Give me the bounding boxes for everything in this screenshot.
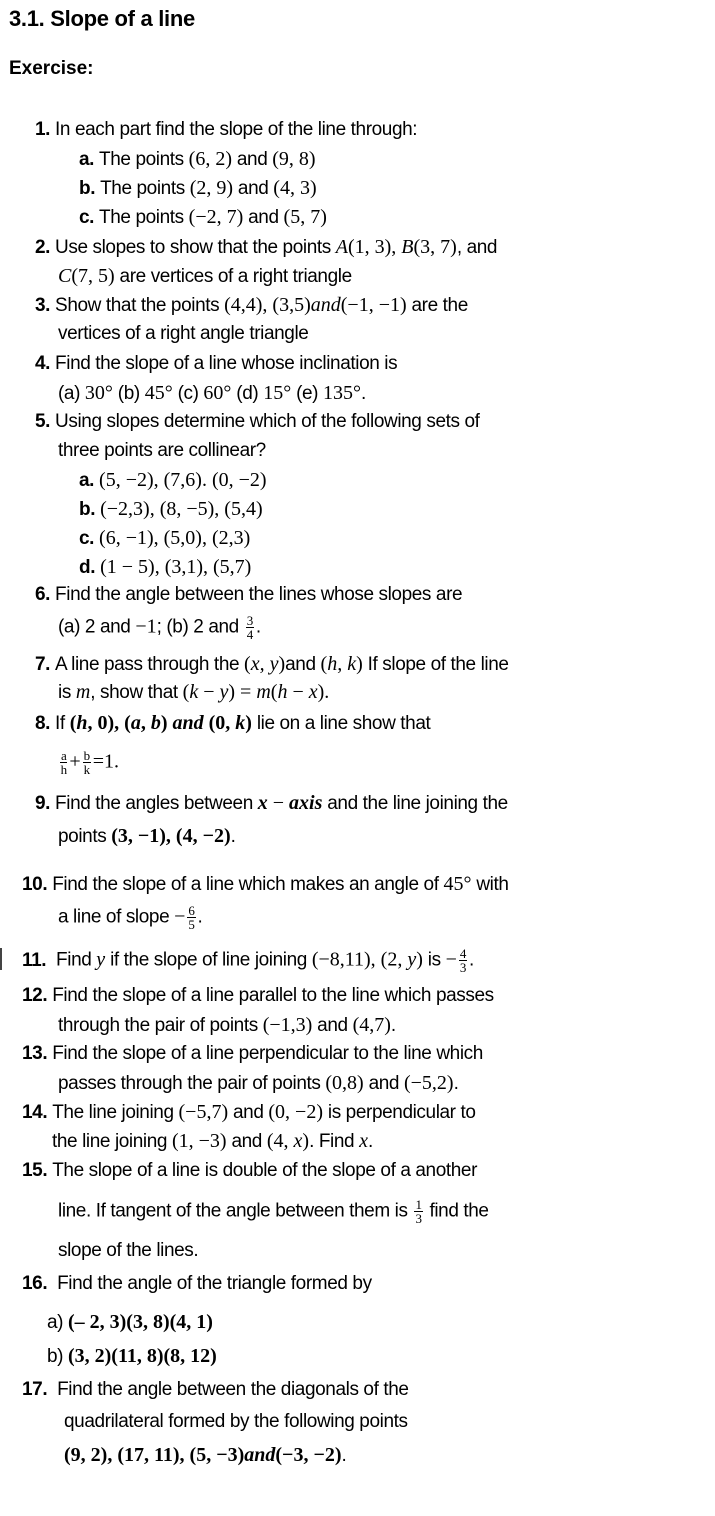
item-number: c. <box>79 528 95 549</box>
math-segment: a <box>130 712 141 734</box>
text-segment: (a) 2 and <box>58 616 136 638</box>
math-segment: − <box>287 681 309 703</box>
math-segment: ) = <box>228 681 257 703</box>
math-segment: (1 − 5), (3,1), (5,7) <box>100 556 252 578</box>
math-segment: k <box>235 712 246 734</box>
math-segment: 135° <box>322 382 361 404</box>
math-segment: 15° <box>263 382 292 404</box>
item-number: 4. <box>35 353 51 374</box>
math-segment: (4,7) <box>352 1014 391 1036</box>
margin-marker <box>0 948 2 970</box>
denominator: h <box>60 762 67 777</box>
denominator: 4 <box>246 627 253 642</box>
text-segment: . <box>469 949 474 971</box>
text-segment: . <box>453 1073 459 1094</box>
numerator: a <box>61 748 67 763</box>
text-segment: lie on a line show that <box>251 713 431 734</box>
item-number: 3. <box>35 295 51 316</box>
math-segment: x <box>359 1130 368 1152</box>
item-number: 7. <box>35 654 51 675</box>
math-segment: (1, 3), <box>347 236 402 258</box>
math-segment: and <box>310 294 341 316</box>
text-segment: If <box>55 713 70 734</box>
text-segment: Find <box>51 949 97 971</box>
denominator: 3 <box>459 960 466 975</box>
math-segment: h, k <box>327 653 357 675</box>
text-segment: A line pass through the <box>55 654 245 675</box>
math-segment: (9, 8) <box>272 148 316 170</box>
text-segment: and <box>228 1102 269 1123</box>
exercise-heading: Exercise: <box>9 58 94 79</box>
math-segment: (6, −1), (5,0), (2,3) <box>99 527 251 549</box>
math-segment: (3, 7) <box>413 236 457 258</box>
math-segment: (1, −3) <box>171 1130 227 1152</box>
item-number: 16. <box>22 1273 48 1294</box>
text-segment: Using slopes determine which of the following sets of <box>55 411 480 432</box>
math-segment: + <box>69 750 81 773</box>
denominator: 5 <box>188 917 195 932</box>
text-segment: passes through the pair of points <box>58 1073 326 1094</box>
math-segment: B <box>401 236 414 258</box>
math-segment: (−8,11), (2, <box>311 948 408 971</box>
text-segment: In each part find the slope of the line through: <box>55 119 418 140</box>
math-segment: (3, 2)(11, 8)(8, 12) <box>67 1345 217 1367</box>
math-segment: ( <box>244 653 251 675</box>
text-segment: The line joining <box>52 1102 179 1123</box>
text-segment: and <box>226 1131 267 1152</box>
text-segment: (a) <box>58 383 85 404</box>
math-segment: (−2,3), (8, −5), (5,4) <box>100 498 263 520</box>
math-segment: m <box>256 681 271 703</box>
text-segment: Find the slope of a line whose inclination is <box>55 353 398 374</box>
item-number: c. <box>79 207 95 228</box>
text-segment: if the slope of line joining <box>105 949 312 971</box>
math-segment: (−5,7) <box>178 1101 229 1123</box>
math-segment: y <box>219 681 229 703</box>
math-segment: (−1,3) <box>262 1014 313 1036</box>
fraction <box>187 904 195 931</box>
exercise-line <box>35 652 509 677</box>
exercise-line <box>58 680 329 705</box>
exercise-line <box>58 439 266 463</box>
math-segment: ). <box>317 681 330 703</box>
exercise-line <box>22 1378 409 1402</box>
math-segment: − <box>198 681 220 703</box>
text-segment: (e) <box>291 383 323 404</box>
text-segment: a line of slope <box>58 906 175 928</box>
text-segment: and <box>243 207 284 228</box>
text-segment: , and <box>456 237 498 258</box>
text-segment: slope of the lines. <box>58 1240 199 1261</box>
exercise-line <box>35 352 397 376</box>
item-number: a. <box>79 470 95 491</box>
exercise-line <box>58 322 308 346</box>
math-segment: ( <box>182 681 190 703</box>
math-segment: ) <box>302 1130 310 1152</box>
text-segment: Find the angle between the diagonals of the <box>52 1379 409 1400</box>
numerator: 3 <box>246 613 253 628</box>
exercise-line <box>35 410 480 434</box>
item-number: b. <box>79 178 96 199</box>
item-number: 15. <box>22 1160 48 1181</box>
math-segment: C <box>58 265 72 287</box>
item-number: a. <box>79 149 95 170</box>
text-segment: . <box>197 906 203 928</box>
item-number: d. <box>79 557 96 578</box>
exercise-line <box>35 235 497 260</box>
text-segment: . <box>230 826 236 847</box>
exercise-line <box>58 749 119 776</box>
page-title: 3.1. Slope of a line <box>9 6 195 31</box>
math-segment: A <box>335 236 348 258</box>
exercise-line <box>35 118 417 142</box>
text-segment: If slope of the line <box>362 654 509 675</box>
text-segment: and <box>233 178 274 199</box>
math-segment: x, y <box>250 653 279 675</box>
item-number: 8. <box>35 713 51 734</box>
exercise-line <box>58 614 261 641</box>
exercise-line <box>58 1239 198 1263</box>
math-segment: k <box>189 681 199 703</box>
math-segment: (4,4), (3,5) <box>224 294 311 316</box>
text-segment: vertices of a right angle triangle <box>58 323 309 344</box>
text-segment: The points <box>99 207 189 228</box>
math-segment: (7, 5) <box>71 265 115 287</box>
math-segment: 30° <box>84 382 113 404</box>
text-segment: Find the angle between the lines whose slopes are <box>55 584 463 605</box>
math-segment: (4, 3) <box>273 177 317 199</box>
math-segment: (0, <box>203 712 236 734</box>
math-segment: =1. <box>92 750 120 773</box>
item-number: 2. <box>35 237 51 258</box>
exercise-line <box>22 947 474 974</box>
item-number: 14. <box>22 1102 48 1123</box>
math-segment: (0,8) <box>325 1072 364 1094</box>
text-segment: (d) <box>231 383 264 404</box>
text-segment: . <box>367 1131 373 1152</box>
math-segment: ) <box>245 712 252 734</box>
text-segment: (b) <box>112 383 145 404</box>
text-segment: and the line joining the <box>322 793 508 814</box>
text-segment: through the pair of points <box>58 1015 263 1036</box>
item-number: 17. <box>22 1379 48 1400</box>
exercise-line <box>47 1344 217 1369</box>
exercise-line <box>58 264 352 289</box>
item-number: 12. <box>22 985 48 1006</box>
exercise-line <box>79 526 250 551</box>
math-segment: (−2, 7) <box>188 206 244 228</box>
math-segment: x <box>308 681 318 703</box>
text-segment: and <box>231 149 273 170</box>
text-segment: three points are collinear? <box>58 440 266 461</box>
math-segment: ) <box>160 712 173 734</box>
math-segment: ( <box>320 653 328 675</box>
text-segment: The slope of a line is double of the slope of a another <box>52 1160 478 1181</box>
math-segment: (9, 2), (17, 11), (5, −3) <box>64 1444 245 1466</box>
item-number: 11. <box>22 949 47 971</box>
item-number: 13. <box>22 1043 48 1064</box>
text-segment: Find the slope of a line perpendicular to the line which <box>52 1043 483 1064</box>
fraction <box>83 749 91 776</box>
math-segment: − <box>267 792 290 814</box>
text-segment: is <box>422 949 446 971</box>
math-segment: (5, −2), (7,6). (0, −2) <box>99 469 267 491</box>
math-segment: h <box>277 681 288 703</box>
math-segment: −1 <box>135 615 157 638</box>
text-segment: . <box>255 616 261 638</box>
text-segment: . <box>360 383 366 404</box>
exercise-line <box>79 555 251 580</box>
text-segment: b) <box>47 1346 68 1367</box>
exercise-line <box>64 1410 408 1434</box>
text-segment: are the <box>406 295 468 316</box>
text-segment: . <box>341 1445 347 1466</box>
item-number: 5. <box>35 411 51 432</box>
exercise-line <box>35 583 462 607</box>
math-segment: (0, −2) <box>268 1101 323 1123</box>
exercise-line <box>58 1198 489 1225</box>
math-segment: (4, <box>266 1130 294 1152</box>
text-segment: are vertices of a right triangle <box>114 266 352 287</box>
exercise-line <box>22 1042 483 1066</box>
text-segment: is perpendicular to <box>323 1102 476 1123</box>
numerator: 4 <box>459 946 466 961</box>
math-segment: ) <box>416 948 423 971</box>
math-segment: axis <box>289 792 323 814</box>
exercise-line <box>58 1071 458 1096</box>
denominator: k <box>83 762 90 777</box>
math-segment: ( <box>270 681 278 703</box>
exercise-line <box>47 1310 213 1335</box>
numerator: 1 <box>415 1197 422 1212</box>
math-segment: y <box>96 948 106 971</box>
exercise-line <box>58 904 202 931</box>
text-segment: ; (b) 2 and <box>156 616 244 638</box>
exercise-line <box>22 984 494 1008</box>
text-segment: . Find <box>309 1131 360 1152</box>
text-segment: and <box>285 654 321 675</box>
item-number: 10. <box>22 874 48 895</box>
text-segment: and <box>312 1015 353 1036</box>
exercise-line <box>22 872 509 897</box>
math-segment: (2, 9) <box>189 177 234 199</box>
math-segment: h <box>76 712 88 734</box>
exercise-line <box>35 791 508 816</box>
math-segment: (−1, −1) <box>340 294 407 316</box>
text-segment: and <box>363 1073 404 1094</box>
text-segment: quadrilateral formed by the following points <box>64 1411 408 1432</box>
math-segment: , 0), ( <box>87 712 131 734</box>
fraction <box>459 947 467 974</box>
exercise-line <box>35 711 430 736</box>
item-number: b. <box>79 499 96 520</box>
math-segment: b <box>150 712 161 734</box>
math-segment: ) <box>356 653 363 675</box>
fraction <box>246 614 254 641</box>
text-segment: Find the slope of a line parallel to the line which passes <box>52 985 494 1006</box>
numerator: 6 <box>188 903 195 918</box>
text-segment: a) <box>47 1312 68 1333</box>
math-segment: 60° <box>203 382 232 404</box>
exercise-line <box>79 147 316 172</box>
math-segment: ) <box>278 653 286 675</box>
math-segment: ( <box>69 712 77 734</box>
math-segment: (6, 2) <box>188 148 232 170</box>
text-segment: . <box>390 1015 396 1036</box>
math-segment: − <box>445 948 457 971</box>
text-segment: find the <box>424 1200 489 1222</box>
math-segment: (3, −1), (4, −2) <box>111 825 231 847</box>
math-segment: (– 2, 3)(3, 8)(4, 1) <box>67 1311 213 1333</box>
text-segment: The points <box>100 178 190 199</box>
math-segment: , <box>140 712 151 734</box>
exercise-line <box>58 824 236 849</box>
text-segment: The points <box>99 149 189 170</box>
fraction <box>414 1198 422 1225</box>
math-segment: and <box>172 712 204 734</box>
math-segment: (5, 7) <box>283 206 327 228</box>
math-segment: 45° <box>144 382 173 404</box>
exercise-line <box>79 468 267 493</box>
math-segment: y <box>407 948 417 971</box>
text-segment: (c) <box>172 383 204 404</box>
text-segment: is <box>58 682 76 703</box>
text-segment: with <box>471 874 509 895</box>
exercise-line <box>79 176 317 201</box>
math-segment: x <box>257 792 268 814</box>
item-number: 9. <box>35 793 51 814</box>
exercise-line <box>79 497 263 522</box>
exercise-line <box>35 293 468 318</box>
exercise-line <box>52 1129 373 1154</box>
math-segment: (−3, −2) <box>275 1444 342 1466</box>
item-number: 1. <box>35 119 51 140</box>
text-segment: Find the angles between <box>55 793 258 814</box>
exercise-line <box>79 205 327 230</box>
exercise-line <box>58 381 366 406</box>
item-number: 6. <box>35 584 51 605</box>
math-segment: − <box>174 905 186 928</box>
text-segment: , show that <box>90 682 183 703</box>
text-segment: Find the angle of the triangle formed by <box>52 1273 372 1294</box>
text-segment: Use slopes to show that the points <box>55 237 336 258</box>
math-segment: m <box>75 681 91 703</box>
math-segment: 45° <box>443 873 472 895</box>
text-segment: Find the slope of a line which makes an angle of <box>52 874 444 895</box>
text-segment: Show that the points <box>55 295 225 316</box>
text-segment: line. If tangent of the angle between them is <box>58 1200 413 1222</box>
exercise-line <box>22 1159 477 1183</box>
math-segment: and <box>244 1444 276 1466</box>
exercise-line <box>22 1272 372 1296</box>
numerator: b <box>83 748 90 763</box>
text-segment: the line joining <box>52 1131 172 1152</box>
math-segment: (−5,2) <box>403 1072 454 1094</box>
exercise-line <box>22 1100 476 1125</box>
math-segment: x <box>293 1130 303 1152</box>
exercise-line <box>58 1013 396 1038</box>
exercise-line <box>64 1443 346 1468</box>
denominator: 3 <box>415 1211 422 1226</box>
text-segment: points <box>58 826 112 847</box>
fraction <box>60 749 67 776</box>
